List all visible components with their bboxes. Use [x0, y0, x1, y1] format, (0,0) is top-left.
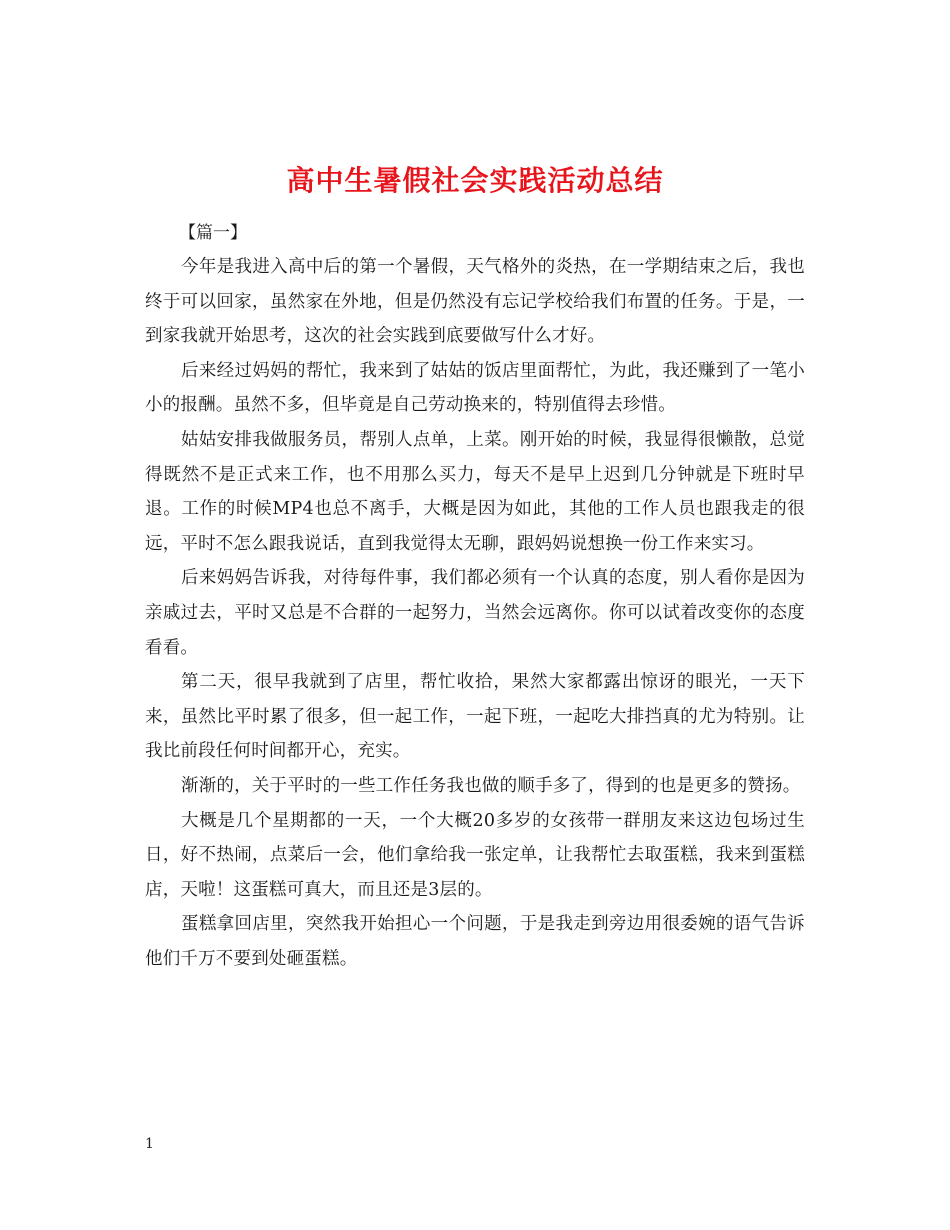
page-number: 1 [145, 1136, 154, 1152]
paragraph-8: 蛋糕拿回店里，突然我开始担心一个问题，于是我走到旁边用很委婉的语气告诉他们千万不要到处砸蛋糕。 [145, 914, 805, 969]
paragraph-3: 姑姑安排我做服务员，帮别人点单，上菜。刚开始的时候，我显得很懒散，总觉得既然不是正式来工作，也不用那么买力，每天不是早上迟到几分钟就是下班时早退。工作的时候MP4也总不离手，大概是因为如此，其他的工作人员也跟我走的很远，平时不怎么跟我说话，直到我觉得太无聊，跟妈妈说想换一份工作来实习。 [145, 429, 805, 554]
paragraph-6: 渐渐的，关于平时的一些工作任务我也做的顺手多了，得到的也是更多的赞扬。 [181, 775, 801, 796]
paragraph-2: 后来经过妈妈的帮忙，我来到了姑姑的饭店里面帮忙，为此，我还赚到了一笔小小的报酬。虽然不多，但毕竟是自己劳动换来的，特别值得去珍惜。 [145, 360, 805, 416]
paragraph-5: 第二天，很早我就到了店里，帮忙收拾，果然大家都露出惊讶的眼光，一天下来，虽然比平时累了很多，但一起工作，一起下班，一起吃大排挡真的尤为特别。让我比前段任何时间都开心，充实。 [145, 672, 805, 762]
document-body [145, 216, 805, 976]
section-label: 【篇一】 [179, 223, 247, 243]
paragraph-1: 今年是我进入高中后的第一个暑假，天气格外的炎热，在一学期结束之后，我也终于可以回家，虽然家在外地，但是仍然没有忘记学校给我们布置的任务。于是，一到家我就开始思考，这次的社会实践到底要做写什么才好。 [145, 257, 805, 347]
paragraph-4: 后来妈妈告诉我，对待每件事，我们都必须有一个认真的态度，别人看你是因为亲戚过去，平时又总是不合群的一起努力，当然会远离你。你可以试着改变你的态度看看。 [145, 568, 805, 658]
paragraph-7: 大概是几个星期都的一天，一个大概20多岁的女孩带一群朋友来这边包场过生日，好不热闹，点菜后一会，他们拿给我一张定单，让我帮忙去取蛋糕，我来到蛋糕店，天啦！这蛋糕可真大，而且还是3层的。 [145, 810, 805, 900]
document-title: 高中生暑假社会实践活动总结 [286, 163, 664, 197]
